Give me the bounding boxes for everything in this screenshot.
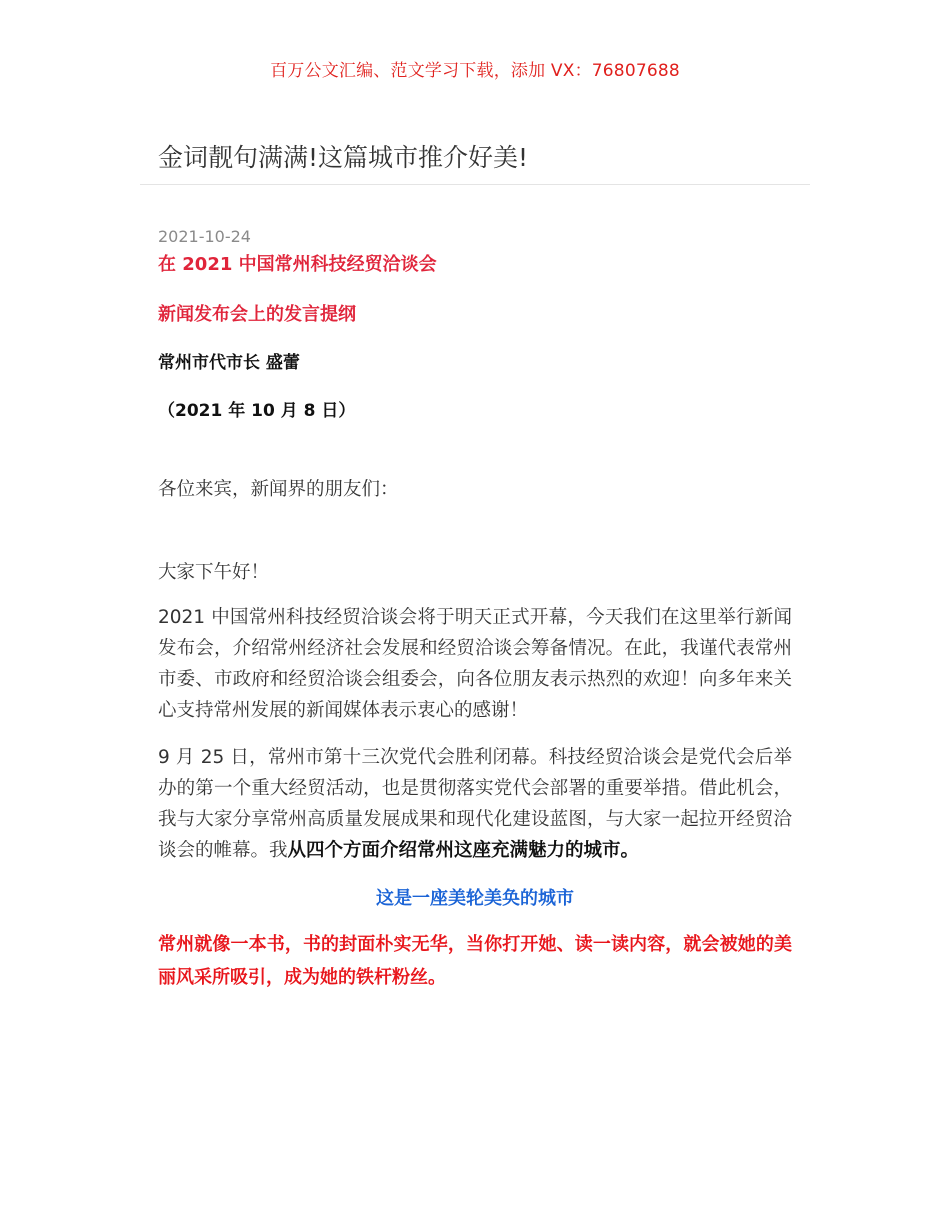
section-1-heading: 这是一座美轮美奂的城市 (376, 888, 574, 909)
paragraph-1: 2021 中国常州科技经贸洽谈会将于明天正式开幕，今天我们在这里举行新闻发布会，介绍常州经济社会发展和经贸洽谈会筹备情况。在此，我谨代表常州市委、市政府和经贸洽谈会组委会，向各位朋友表示热烈的欢迎！向多年来关心支持常州发展的新闻媒体表示衷心的感谢！ (158, 607, 792, 721)
headline-line-2: 新闻发布会上的发言提纲 (158, 304, 356, 325)
speaker-byline: 常州市代市长 盛蕾 (158, 353, 300, 373)
watermark-banner: 百万公文汇编、范文学习下载，添加 VX：76807688 (270, 61, 680, 81)
paragraph-2-text: 9 月 25 日，常州市第十三次党代会胜利闭幕。科技经贸洽谈会是党代会后举办的第一个重大经贸活动，也是贯彻落实党代会部署的重要举措。借此机会，我与大家分享常州高质量发展成果和现代化建设蓝图，与大家一起拉开经贸洽谈会的帷幕。我 (158, 747, 792, 861)
section-1-intro: 常州就像一本书，书的封面朴实无华，当你打开她、读一读内容，就会被她的美丽风采所吸引，成为她的铁杆粉丝。 (158, 934, 792, 988)
greeting: 大家下午好！ (158, 562, 270, 583)
salutation: 各位来宾，新闻界的朋友们： (158, 479, 399, 500)
article-body (158, 226, 792, 994)
paragraph-2-emphasis: 从四个方面介绍常州这座充满魅力的城市。 (287, 840, 640, 861)
headline-line-1: 在 2021 中国常州科技经贸洽谈会 (158, 254, 437, 275)
article-title: 金词靓句满满!这篇城市推介好美! (158, 143, 529, 172)
paragraph-2 (158, 742, 792, 866)
title-divider (140, 184, 810, 185)
speech-date: （2021 年 10 月 8 日） (158, 401, 356, 421)
publish-date: 2021-10-24 (158, 227, 251, 246)
